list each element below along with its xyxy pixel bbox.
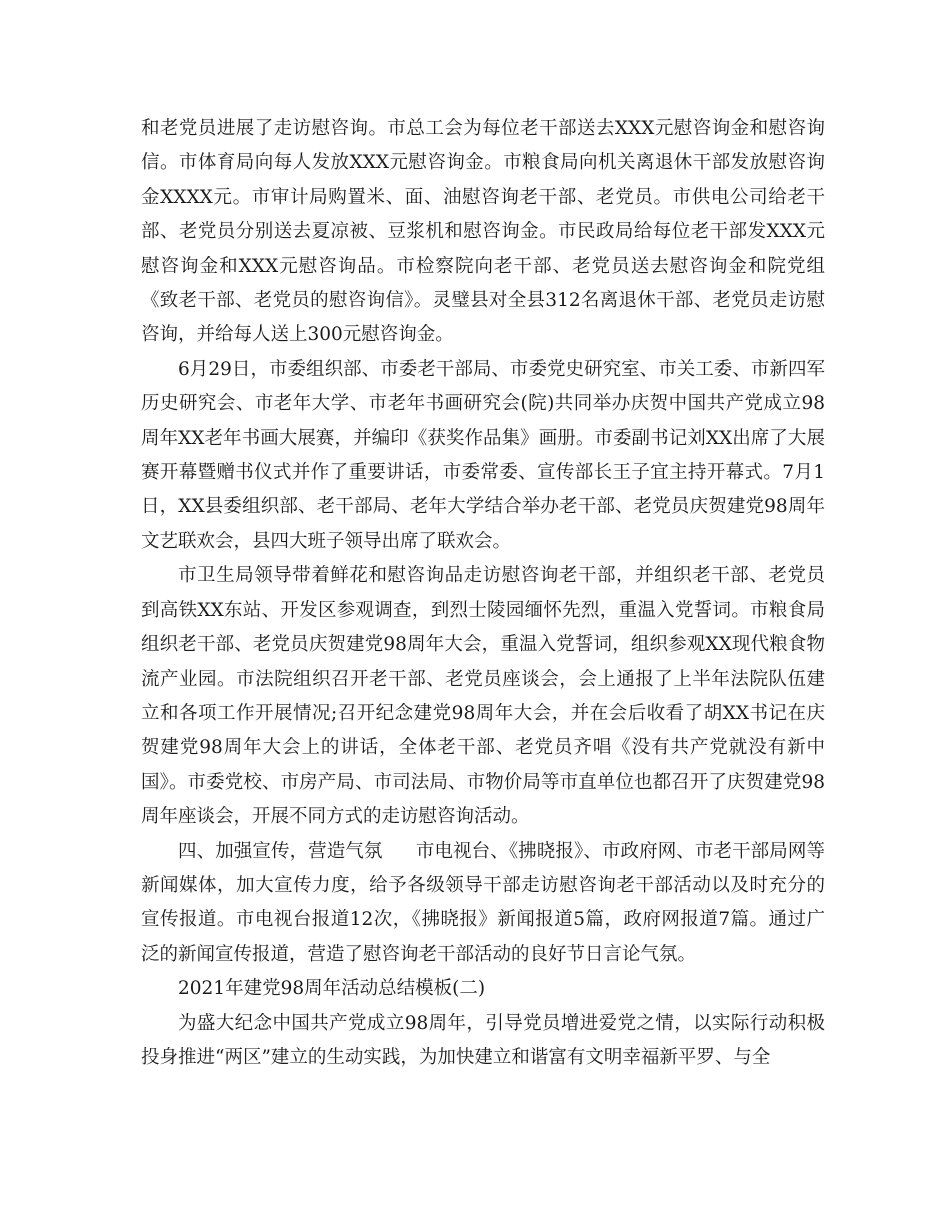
document-body [141,112,825,1075]
paragraph-publicity [141,835,825,973]
paragraph-calligraphy-contest: 6月29日，市委组织部、市委老干部局、市委党史研究室、市关工委、市新四军历史研究会、市老年大学、市老年书画研究会(院)共同举办庆贺中国共产党成立98周年XX老年书画大展赛，并编印《获奖作品集》画册。市委副书记刘XX出席了大展赛开幕暨赠书仪式并作了重要讲话，市委常委、宣传部长王子宜主持开幕式。7月1日，XX县委组织部、老干部局、老年大学结合举办老干部、老党员庆贺建党98周年文艺联欢会，县四大班子领导出席了联欢会。 [141,358,825,552]
document-subtitle: 2021年建党98周年活动总结模板(二) [178,978,486,1000]
section-heading: 四、加强宣传，营造气氛 [178,840,383,862]
paragraph-health-bureau: 市卫生局领导带着鲜花和慰咨询品走访慰咨询老干部，并组织老干部、老党员到高铁XX东站、开发区参观调查，到烈士陵园缅怀先烈，重温入党誓词。市粮食局组织老干部、老党员庆贺建党98周年大会，重温入党誓词，组织参观XX现代粮食物流产业园。市法院组织召开老干部、老党员座谈会，会上通报了上半年法院队伍建立和各项工作开展情况;召开纪念建党98周年大会，并在会后收看了胡XX书记在庆贺建党98周年大会上的讲话，全体老干部、老党员齐唱《没有共产党就没有新中国》。市委党校、市房产局、市司法局、市物价局等市直单位也都召开了庆贺建党98周年座谈会，开展不同方式的走访慰咨询活动。 [141,565,825,828]
paragraph-visits: 和老党员进展了走访慰咨询。市总工会为每位老干部送去XXX元慰咨询金和慰咨询信。市体育局向每人发放XXX元慰咨询金。市粮食局向机关离退休干部发放慰咨询金XXXX元。市审计局购置米、面、油慰咨询老干部、老党员。市供电公司给老干部、老党员分别送去夏凉被、豆浆机和慰咨询金。市民政局给每位老干部发XXX元慰咨询金和XXX元慰咨询品。市检察院向老干部、老党员送去慰咨询金和院党组《致老干部、老党员的慰咨询信》。灵璧县对全县312名离退休干部、老党员走访慰咨询，并给每人送上300元慰咨询金。 [141,118,825,346]
section-text: 市电视台、《拂晓报》、市政府网、市老干部局网等新闻媒体，加大宣传力度，给予各级领导干部走访慰咨询老干部活动以及时充分的宣传报道。市电视台报道12次，《拂晓报》新闻报道5篇，政府网报道7篇。通过广泛的新闻宣传报道，营造了慰咨询老干部活动的良好节日言论气氛。 [141,840,825,965]
paragraph-closing: 为盛大纪念中国共产党成立98周年，引导党员增进爱党之情，以实际行动积极投身推进“两区”建立的生动实践，为加快建立和谐富有文明幸福新平罗、与全 [141,1012,825,1068]
